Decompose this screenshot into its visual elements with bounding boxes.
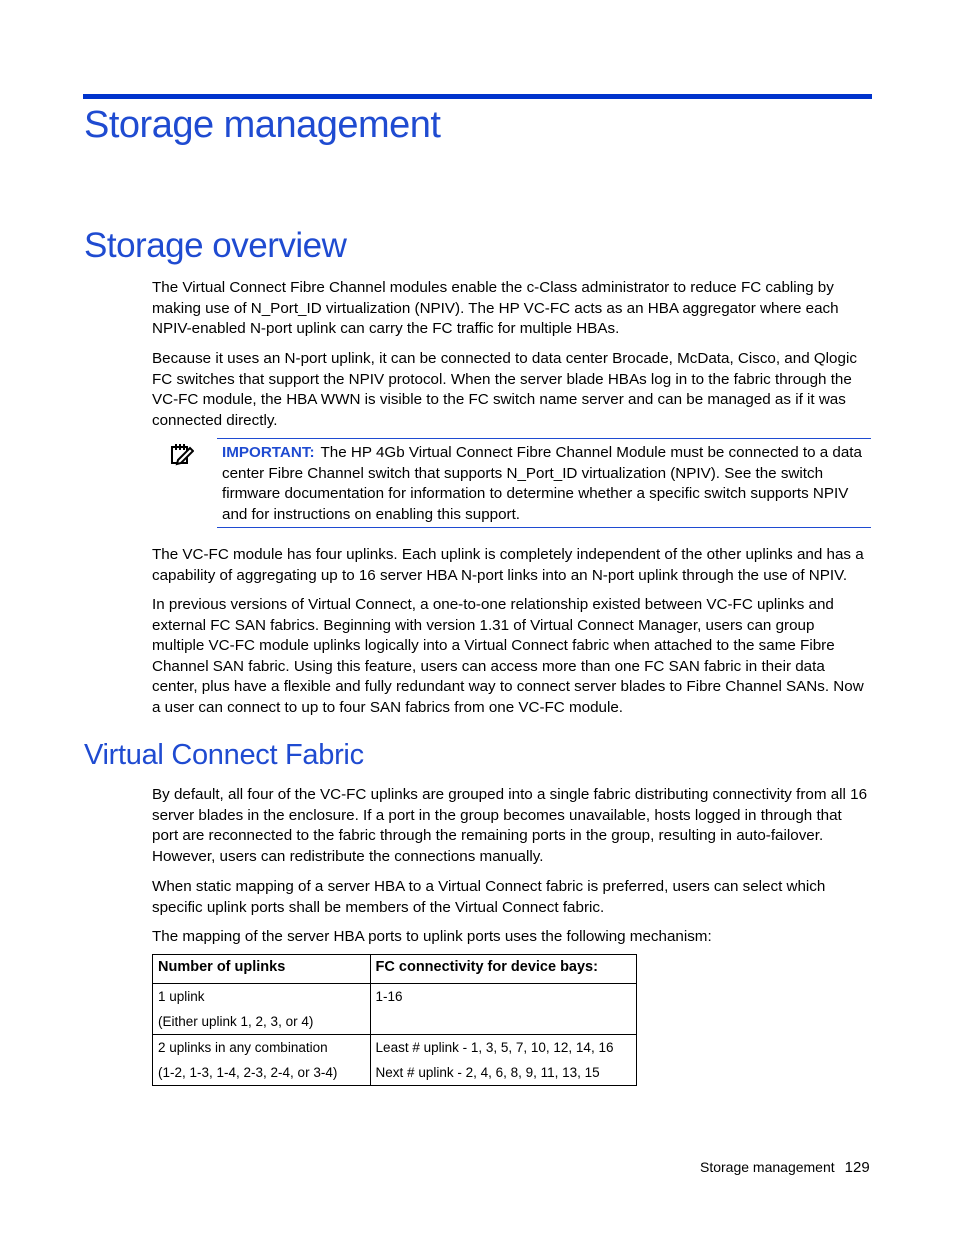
table-header-number-of-uplinks: Number of uplinks — [153, 955, 371, 984]
page-footer — [700, 1159, 870, 1176]
table-cell-subtext: (Either uplink 1, 2, 3, or 4) — [158, 1014, 314, 1029]
section-title-storage-overview: Storage overview — [84, 226, 347, 265]
table-row — [153, 984, 637, 1035]
table-cell — [370, 984, 636, 1035]
important-note-text — [222, 443, 868, 525]
footer-label: Storage management — [700, 1159, 835, 1175]
table-cell-subtext: (1-2, 1-3, 1-4, 2-3, 2-4, or 3-4) — [158, 1065, 338, 1080]
table-header-fc-connectivity: FC connectivity for device bays: — [370, 955, 636, 984]
important-note — [217, 438, 871, 528]
uplink-mapping-table — [152, 954, 637, 1086]
important-note-icon — [170, 442, 194, 466]
important-body: The HP 4Gb Virtual Connect Fibre Channel Module must be connected to a data center Fibre Channel switch that supports N_Port_ID virtualization (NPIV). See the switch firmware documentation for information to determine whether a specific switch supports NPIV and for instructions on enabling this support. — [222, 444, 862, 523]
fabric-paragraph-1: By default, all four of the VC-FC uplinks are grouped into a single fabric distributing connectivity from all 16 server blades in the enclosure. If a port in the group becomes unavailable, hosts logged in through that port are reconnected to the fabric through the remaining ports in the group, resulting in auto-failover. However, users can redistribute the connections manually. — [152, 786, 868, 865]
table-cell-text: 2 uplinks in any combination — [158, 1040, 328, 1055]
subsection-title-virtual-connect-fabric: Virtual Connect Fabric — [84, 739, 364, 771]
page-number: 129 — [844, 1159, 870, 1176]
fabric-paragraph-3: The mapping of the server HBA ports to uplink ports uses the following mechanism: — [152, 928, 712, 945]
table-cell — [153, 1035, 371, 1086]
fabric-paragraph-2: When static mapping of a server HBA to a Virtual Connect fabric is preferred, users can select which specific uplink ports shall be members of the Virtual Connect fabric. — [152, 878, 826, 916]
table-header-row — [153, 955, 637, 984]
table-cell — [153, 984, 371, 1035]
overview-paragraph-3: The VC-FC module has four uplinks. Each uplink is completely independent of the other uplinks and has a capability of aggregating up to 16 server HBA N-port links into an N-port uplink through the use of NPIV. — [152, 546, 864, 584]
table-row — [153, 1035, 637, 1086]
chapter-title: Storage management — [84, 104, 441, 146]
table-cell-subtext: Next # uplink - 2, 4, 6, 8, 9, 11, 13, 15 — [375, 1065, 600, 1080]
table-cell-text: Least # uplink - 1, 3, 5, 7, 10, 12, 14, 16 — [375, 1040, 614, 1055]
important-label: IMPORTANT: — [222, 444, 315, 461]
table-cell-text: 1-16 — [375, 989, 403, 1004]
overview-paragraph-2: Because it uses an N-port uplink, it can be connected to data center Brocade, McData, Cisco, and Qlogic FC switches that support the NPIV protocol. When the server blade HBAs log in to the fabric through the VC-FC module, the HBA WWN is visible to the FC switch name server and can be managed as if it was connected directly. — [152, 350, 857, 429]
overview-paragraph-1: The Virtual Connect Fibre Channel modules enable the c-Class administrator to reduce FC cabling by making use of N_Port_ID virtualization (NPIV). The HP VC-FC acts as an HBA aggregator where each NPIV-enabled N-port uplink can carry the FC traffic for multiple HBAs. — [152, 279, 839, 338]
chapter-top-rule — [83, 94, 872, 99]
table-cell-text: 1 uplink — [158, 989, 205, 1004]
overview-paragraph-4: In previous versions of Virtual Connect, a one-to-one relationship existed between VC-FC uplinks and external FC SAN fabrics. Beginning with version 1.31 of Virtual Connect Manager, users can group multiple VC-FC module uplinks logically into a Virtual Connect fabric when attached to the same Fibre Channel SAN fabric. Using this feature, users can access more than one FC SAN fabric in their data center, plus have a flexible and fully redundant way to connect server blades to Fibre Channel SANs. Now a user can connect to up to four SAN fabrics from one VC-FC module. — [152, 596, 864, 716]
table-cell — [370, 1035, 636, 1086]
